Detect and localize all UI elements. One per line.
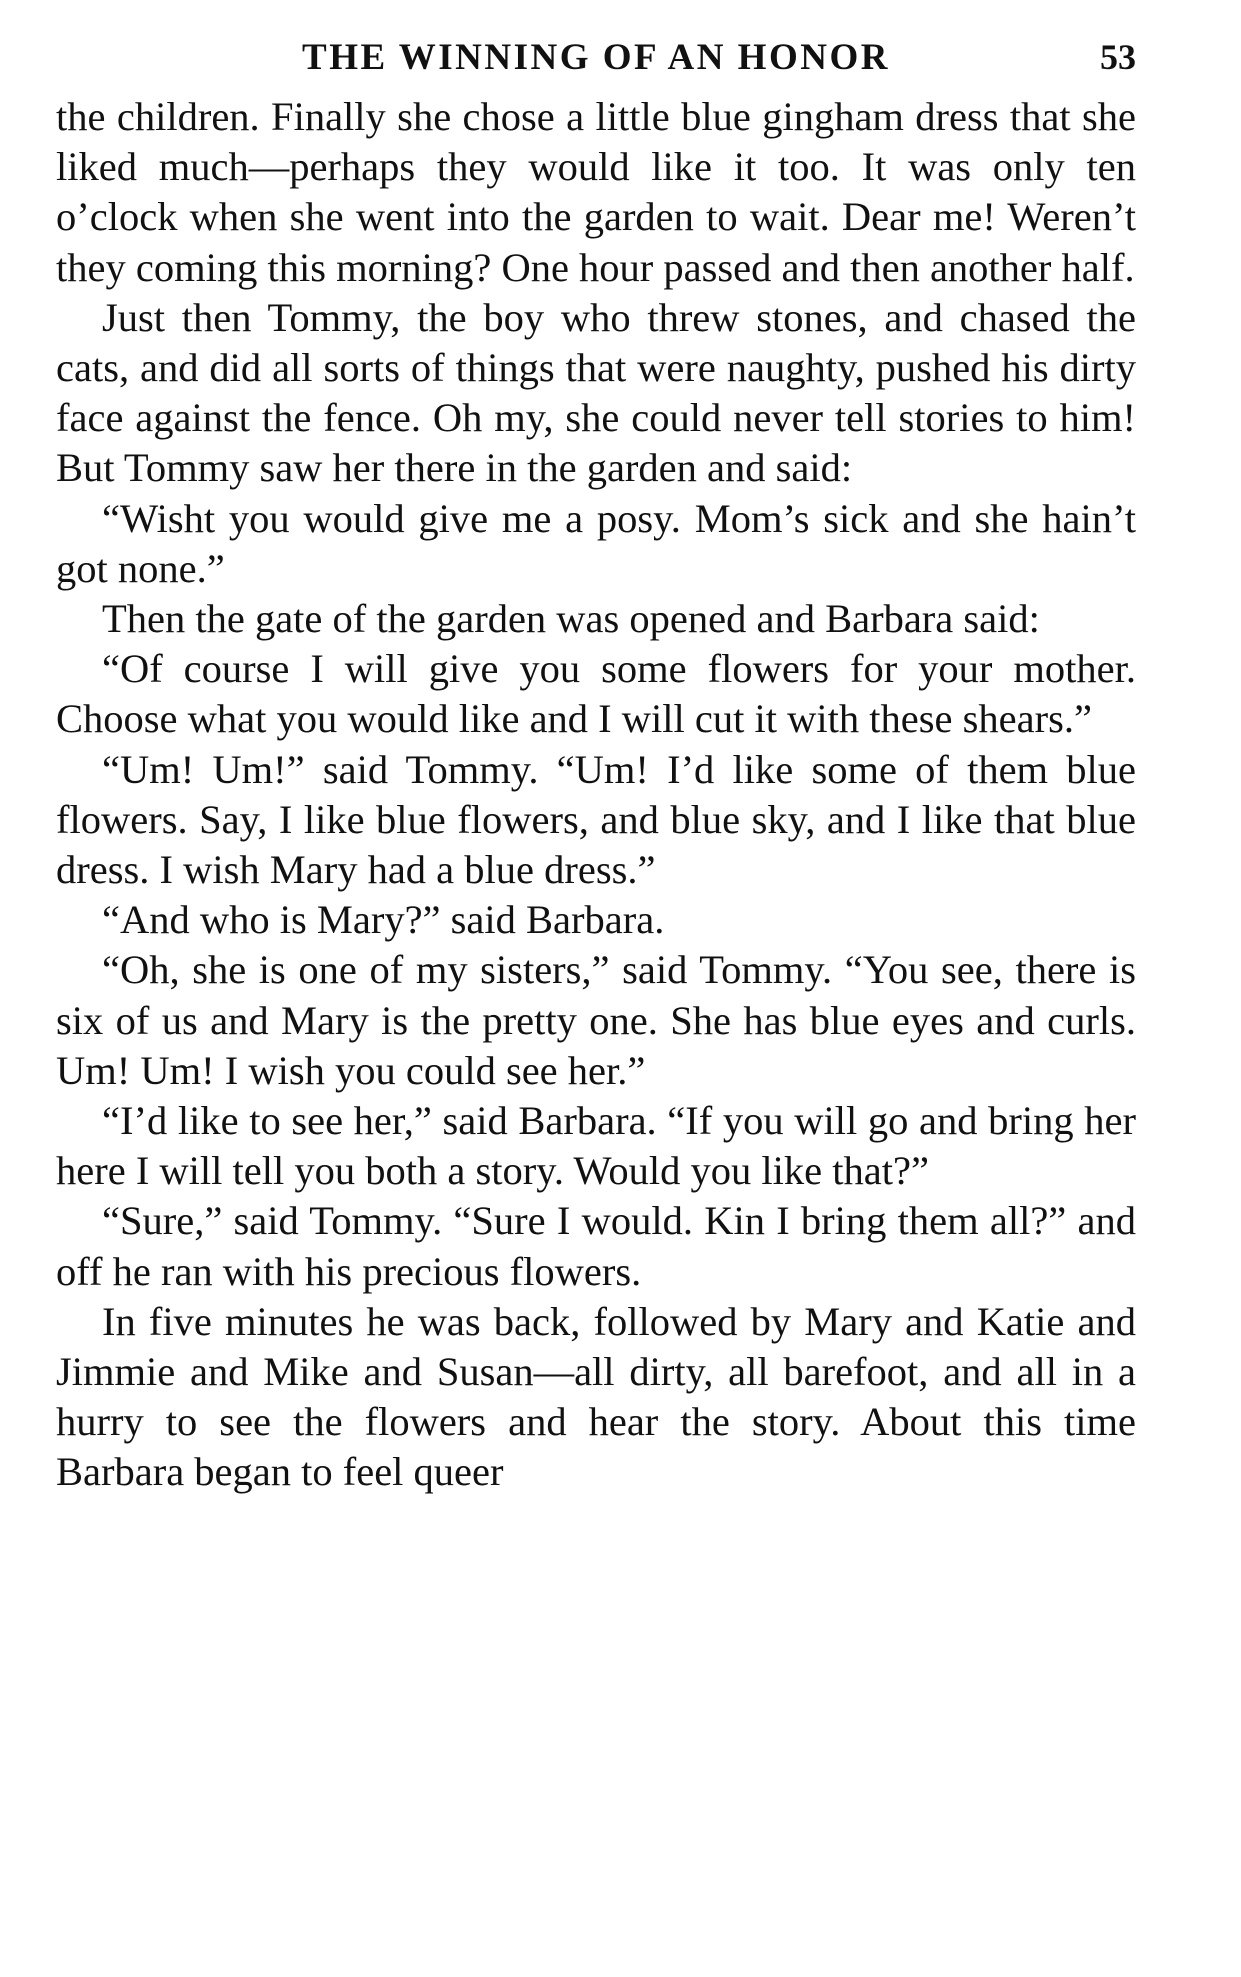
book-page <box>56 30 1136 1498</box>
paragraph: In five minutes he was back, followed by Mary and Katie and Jimmie and Mike and Susan—all dirty, all barefoot, and all in a hurry to see the flowers and hear the story. About this time Barbara began to feel queer <box>56 1298 1136 1495</box>
paragraph: “Um! Um!” said Tommy. “Um! I’d like some of them blue flowers. Say, I like blue flowers, and blue sky, and I like that blue dress. I wish Mary had a blue dress.” <box>56 746 1136 893</box>
paragraph: “Of course I will give you some flowers for your mother. Choose what you would like and I will cut it with these shears.” <box>56 646 1136 742</box>
paragraph: Then the gate of the garden was opened and Barbara said: <box>102 596 1040 642</box>
paragraph: “And who is Mary?” said Barbara. <box>102 897 665 943</box>
paragraph: “Wisht you would give me a posy. Mom’s sick and she hain’t got none.” <box>56 495 1136 591</box>
page-header <box>56 30 1136 86</box>
page-number: 53 <box>1100 37 1136 77</box>
paragraph: “I’d like to see her,” said Barbara. “If you will go and bring her here I will tell you both a story. Would you like that?” <box>56 1098 1136 1194</box>
paragraph: Just then Tommy, the boy who threw stones, and chased the cats, and did all sorts of things that were naughty, pushed his dirty face against the fence. Oh my, she could never tell stories to him! But Tommy saw her there in the garden and said: <box>56 294 1136 491</box>
paragraph: “Sure,” said Tommy. “Sure I would. Kin I bring them all?” and off he ran with his precious flowers. <box>56 1198 1136 1294</box>
paragraph: the children. Finally she chose a little blue gingham dress that she liked much—perhaps they would like it too. It was only ten o’clock when she went into the garden to wait. Dear me! Weren’t they coming this morning? One hour passed and then another half. <box>56 94 1136 290</box>
running-head: THE WINNING OF AN HONOR <box>302 37 890 78</box>
body-text <box>56 92 1136 1498</box>
paragraph: “Oh, she is one of my sisters,” said Tommy. “You see, there is six of us and Mary is the pretty one. She has blue eyes and curls. Um! Um! I wish you could see her.” <box>56 947 1136 1093</box>
